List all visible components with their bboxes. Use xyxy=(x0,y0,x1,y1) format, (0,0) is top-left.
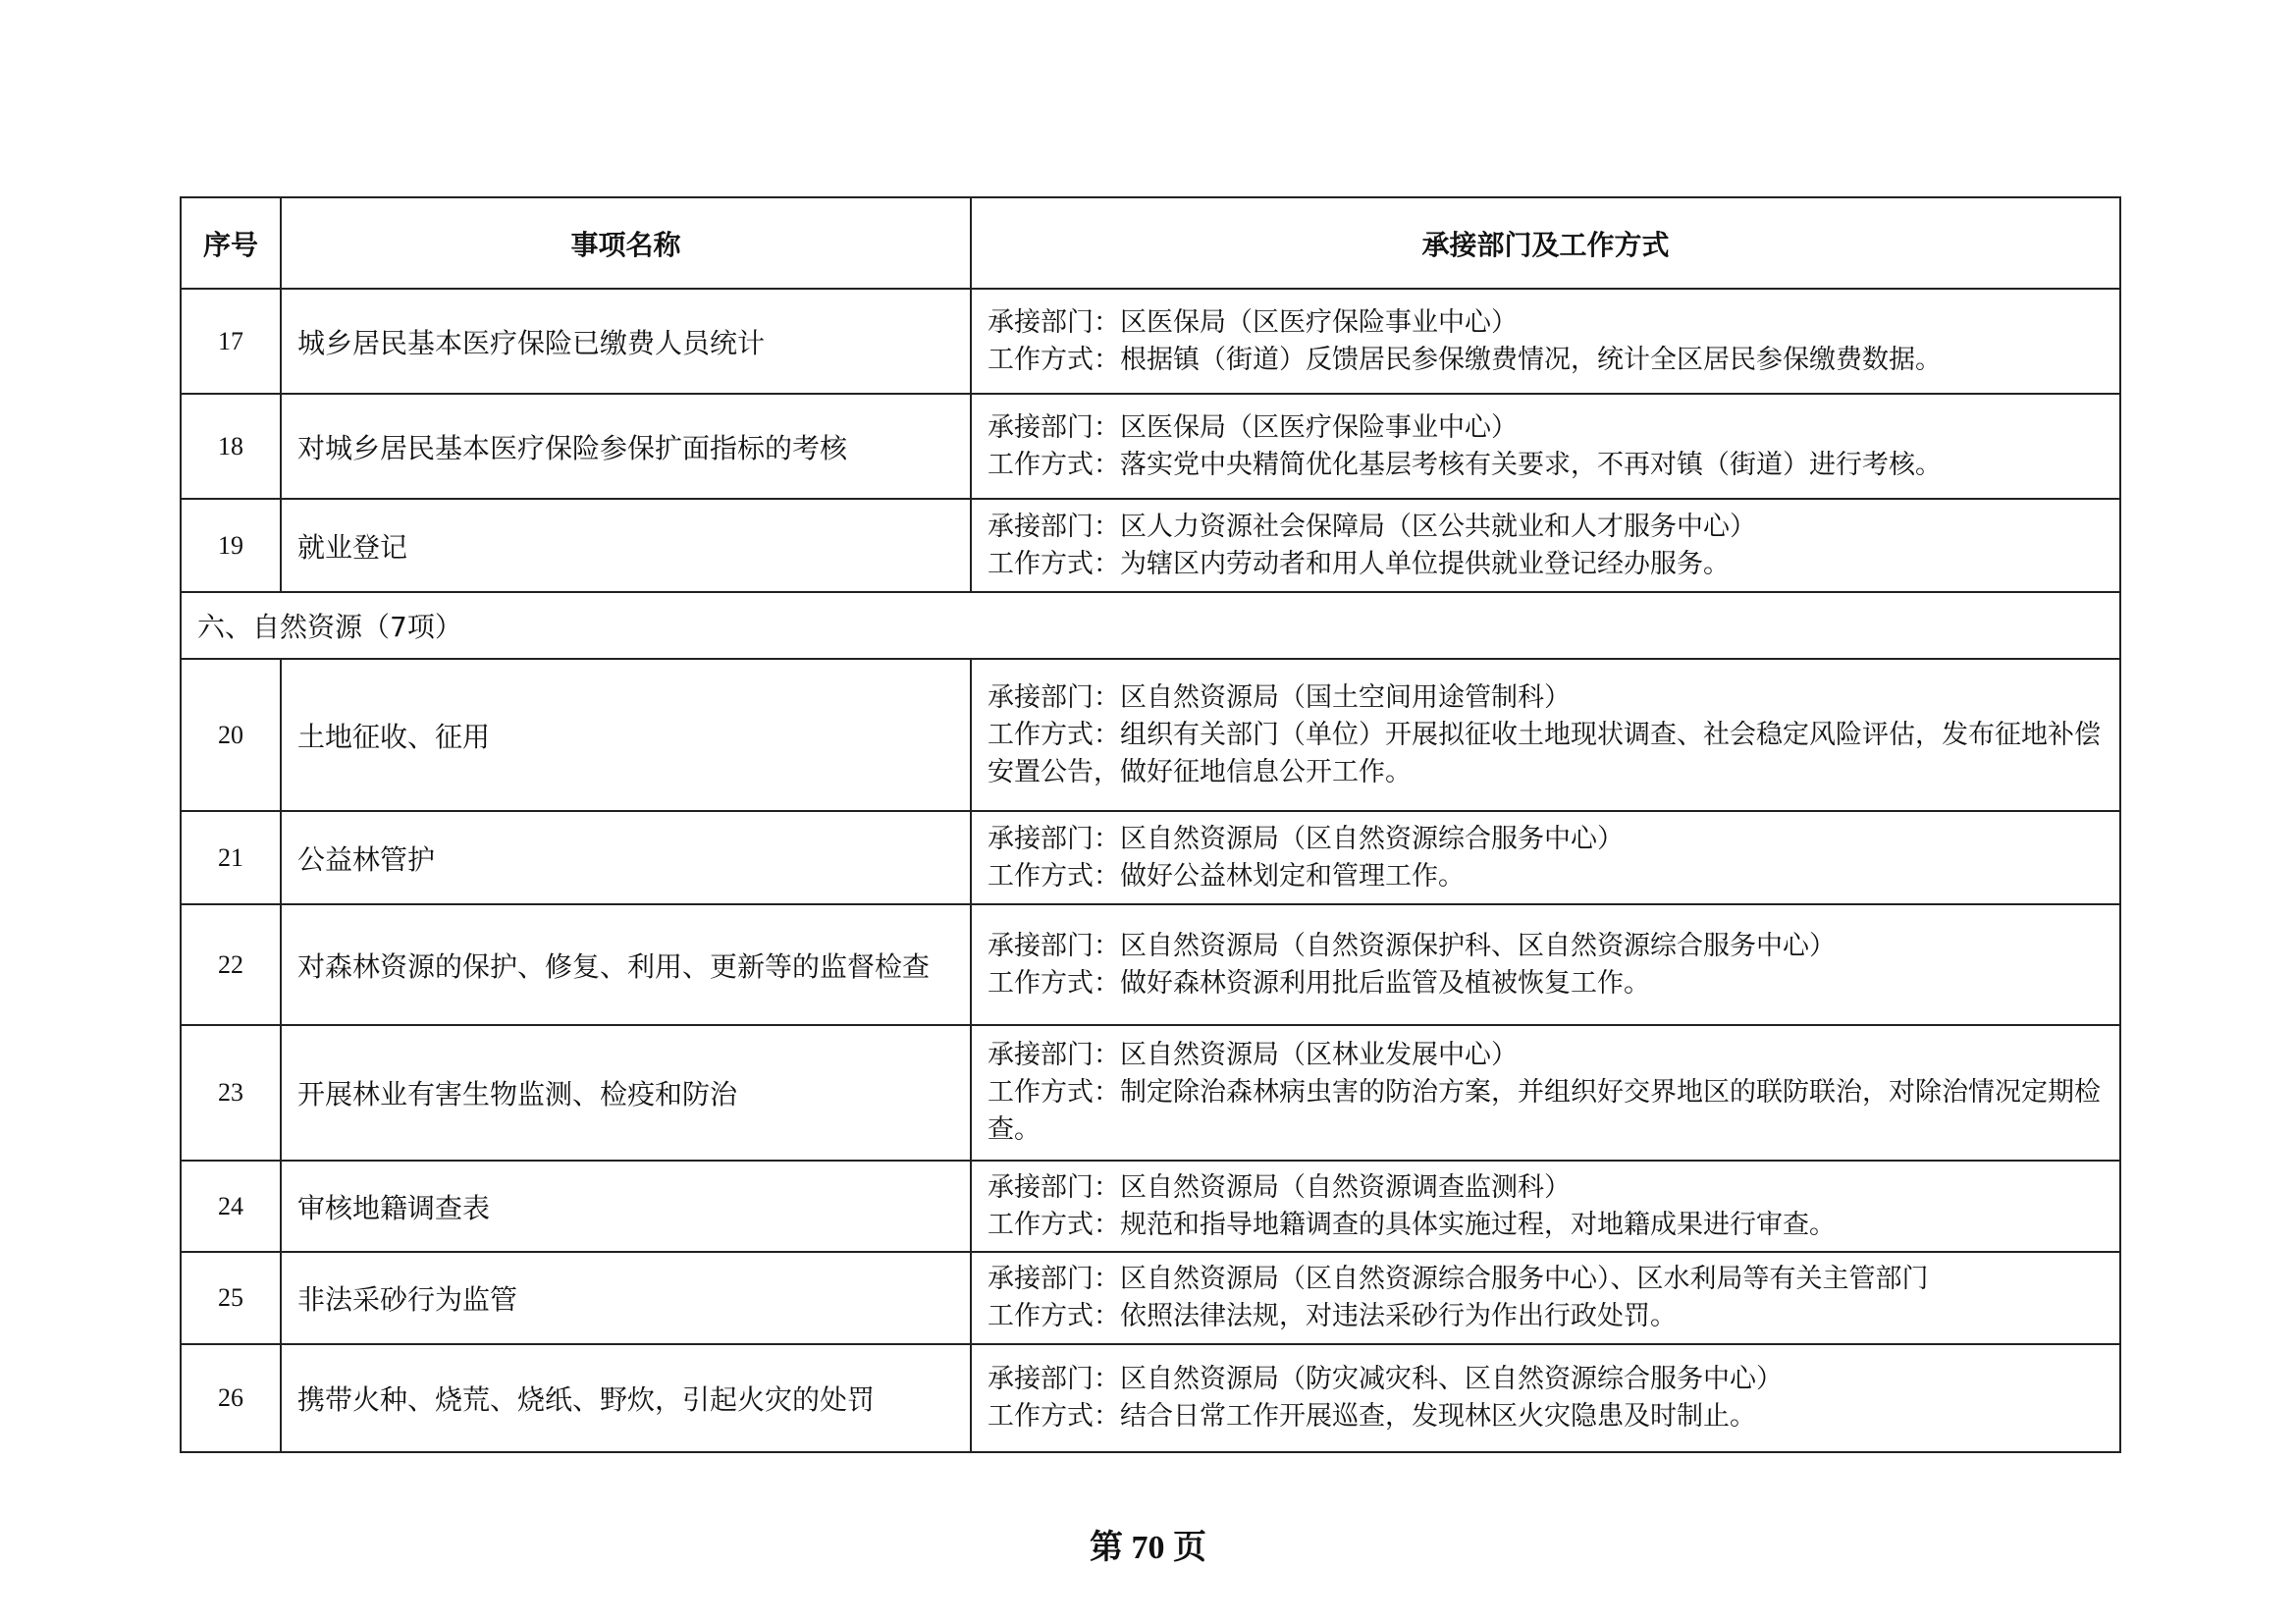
row-seq: 26 xyxy=(181,1344,281,1452)
row-method: 工作方式：为辖区内劳动者和用人单位提供就业登记经办服务。 xyxy=(988,548,1730,579)
row-dept: 承接部门：区自然资源局（自然资源保护科、区自然资源综合服务中心） xyxy=(988,930,1836,961)
table-row xyxy=(181,499,2120,592)
row-method: 工作方式：做好森林资源利用批后监管及植被恢复工作。 xyxy=(988,967,1650,999)
row-dept-cell xyxy=(971,1344,2120,1452)
row-seq: 19 xyxy=(181,499,281,592)
table-row xyxy=(181,289,2120,394)
row-method: 工作方式：做好公益林划定和管理工作。 xyxy=(988,860,1465,892)
row-seq: 25 xyxy=(181,1252,281,1344)
row-dept-cell xyxy=(971,811,2120,904)
table-row xyxy=(181,1025,2120,1161)
row-seq: 22 xyxy=(181,904,281,1025)
table-row xyxy=(181,1161,2120,1252)
row-seq: 21 xyxy=(181,811,281,904)
row-name: 审核地籍调查表 xyxy=(281,1161,971,1252)
row-dept: 承接部门：区自然资源局（区林业发展中心） xyxy=(988,1040,1518,1070)
row-name: 开展林业有害生物监测、检疫和防治 xyxy=(281,1025,971,1161)
row-seq: 18 xyxy=(181,394,281,499)
table-row xyxy=(181,811,2120,904)
row-dept-cell xyxy=(971,1161,2120,1252)
row-dept-cell xyxy=(971,1025,2120,1161)
row-dept-cell xyxy=(971,394,2120,499)
row-method: 工作方式：根据镇（街道）反馈居民参保缴费情况，统计全区居民参保缴费数据。 xyxy=(988,344,1942,375)
row-dept: 承接部门：区自然资源局（区自然资源综合服务中心）、区水利局等有关主管部门 xyxy=(988,1264,1929,1294)
header-dept: 承接部门及工作方式 xyxy=(971,197,2120,289)
row-dept: 承接部门：区自然资源局（自然资源调查监测科） xyxy=(988,1171,1571,1203)
row-dept: 承接部门：区自然资源局（国土空间用途管制科） xyxy=(988,681,1571,713)
row-name: 土地征收、征用 xyxy=(281,659,971,811)
page-number: 第 70 页 xyxy=(1090,1530,1206,1566)
row-dept-cell xyxy=(971,1252,2120,1344)
row-dept: 承接部门：区自然资源局（区自然资源综合服务中心） xyxy=(988,823,1624,854)
items-table xyxy=(180,196,2121,1453)
row-method: 工作方式：结合日常工作开展巡查，发现林区火灾隐患及时制止。 xyxy=(988,1401,1756,1432)
row-dept-cell xyxy=(971,904,2120,1025)
row-name: 对森林资源的保护、修复、利用、更新等的监督检查 xyxy=(281,904,971,1025)
row-method: 工作方式：制定除治森林病虫害的防治方案，并组织好交界地区的联防联治，对除治情况定期检查。 xyxy=(988,1077,2101,1145)
table-row xyxy=(181,1344,2120,1452)
table-row xyxy=(181,904,2120,1025)
row-dept: 承接部门：区医保局（区医疗保险事业中心） xyxy=(988,411,1518,443)
row-name: 公益林管护 xyxy=(281,811,971,904)
row-dept-cell xyxy=(971,499,2120,592)
table-row xyxy=(181,659,2120,811)
row-seq: 17 xyxy=(181,289,281,394)
row-method: 工作方式：组织有关部门（单位）开展拟征收土地现状调查、社会稳定风险评估，发布征地补偿安置公告，做好征地信息公开工作。 xyxy=(988,719,2101,787)
header-seq: 序号 xyxy=(181,197,281,289)
row-dept: 承接部门：区人力资源社会保障局（区公共就业和人才服务中心） xyxy=(988,511,1756,542)
row-method: 工作方式：依照法律法规，对违法采砂行为作出行政处罚。 xyxy=(988,1301,1677,1331)
row-name: 携带火种、烧荒、烧纸、野炊，引起火灾的处罚 xyxy=(281,1344,971,1452)
section-title: 六、自然资源（7项） xyxy=(181,592,2120,659)
row-dept: 承接部门：区自然资源局（防灾减灾科、区自然资源综合服务中心） xyxy=(988,1364,1783,1394)
row-name: 对城乡居民基本医疗保险参保扩面指标的考核 xyxy=(281,394,971,499)
table-row xyxy=(181,394,2120,499)
row-dept-cell xyxy=(971,659,2120,811)
row-seq: 23 xyxy=(181,1025,281,1161)
row-method: 工作方式：规范和指导地籍调查的具体实施过程，对地籍成果进行审查。 xyxy=(988,1209,1836,1240)
header-name: 事项名称 xyxy=(281,197,971,289)
row-dept-cell xyxy=(971,289,2120,394)
table-row xyxy=(181,1252,2120,1344)
row-name: 城乡居民基本医疗保险已缴费人员统计 xyxy=(281,289,971,394)
row-name: 就业登记 xyxy=(281,499,971,592)
table-header-row xyxy=(181,197,2120,289)
row-seq: 24 xyxy=(181,1161,281,1252)
row-seq: 20 xyxy=(181,659,281,811)
row-name: 非法采砂行为监管 xyxy=(281,1252,971,1344)
row-dept: 承接部门：区医保局（区医疗保险事业中心） xyxy=(988,306,1518,338)
row-method: 工作方式：落实党中央精简优化基层考核有关要求，不再对镇（街道）进行考核。 xyxy=(988,449,1942,480)
section-row xyxy=(181,592,2120,659)
